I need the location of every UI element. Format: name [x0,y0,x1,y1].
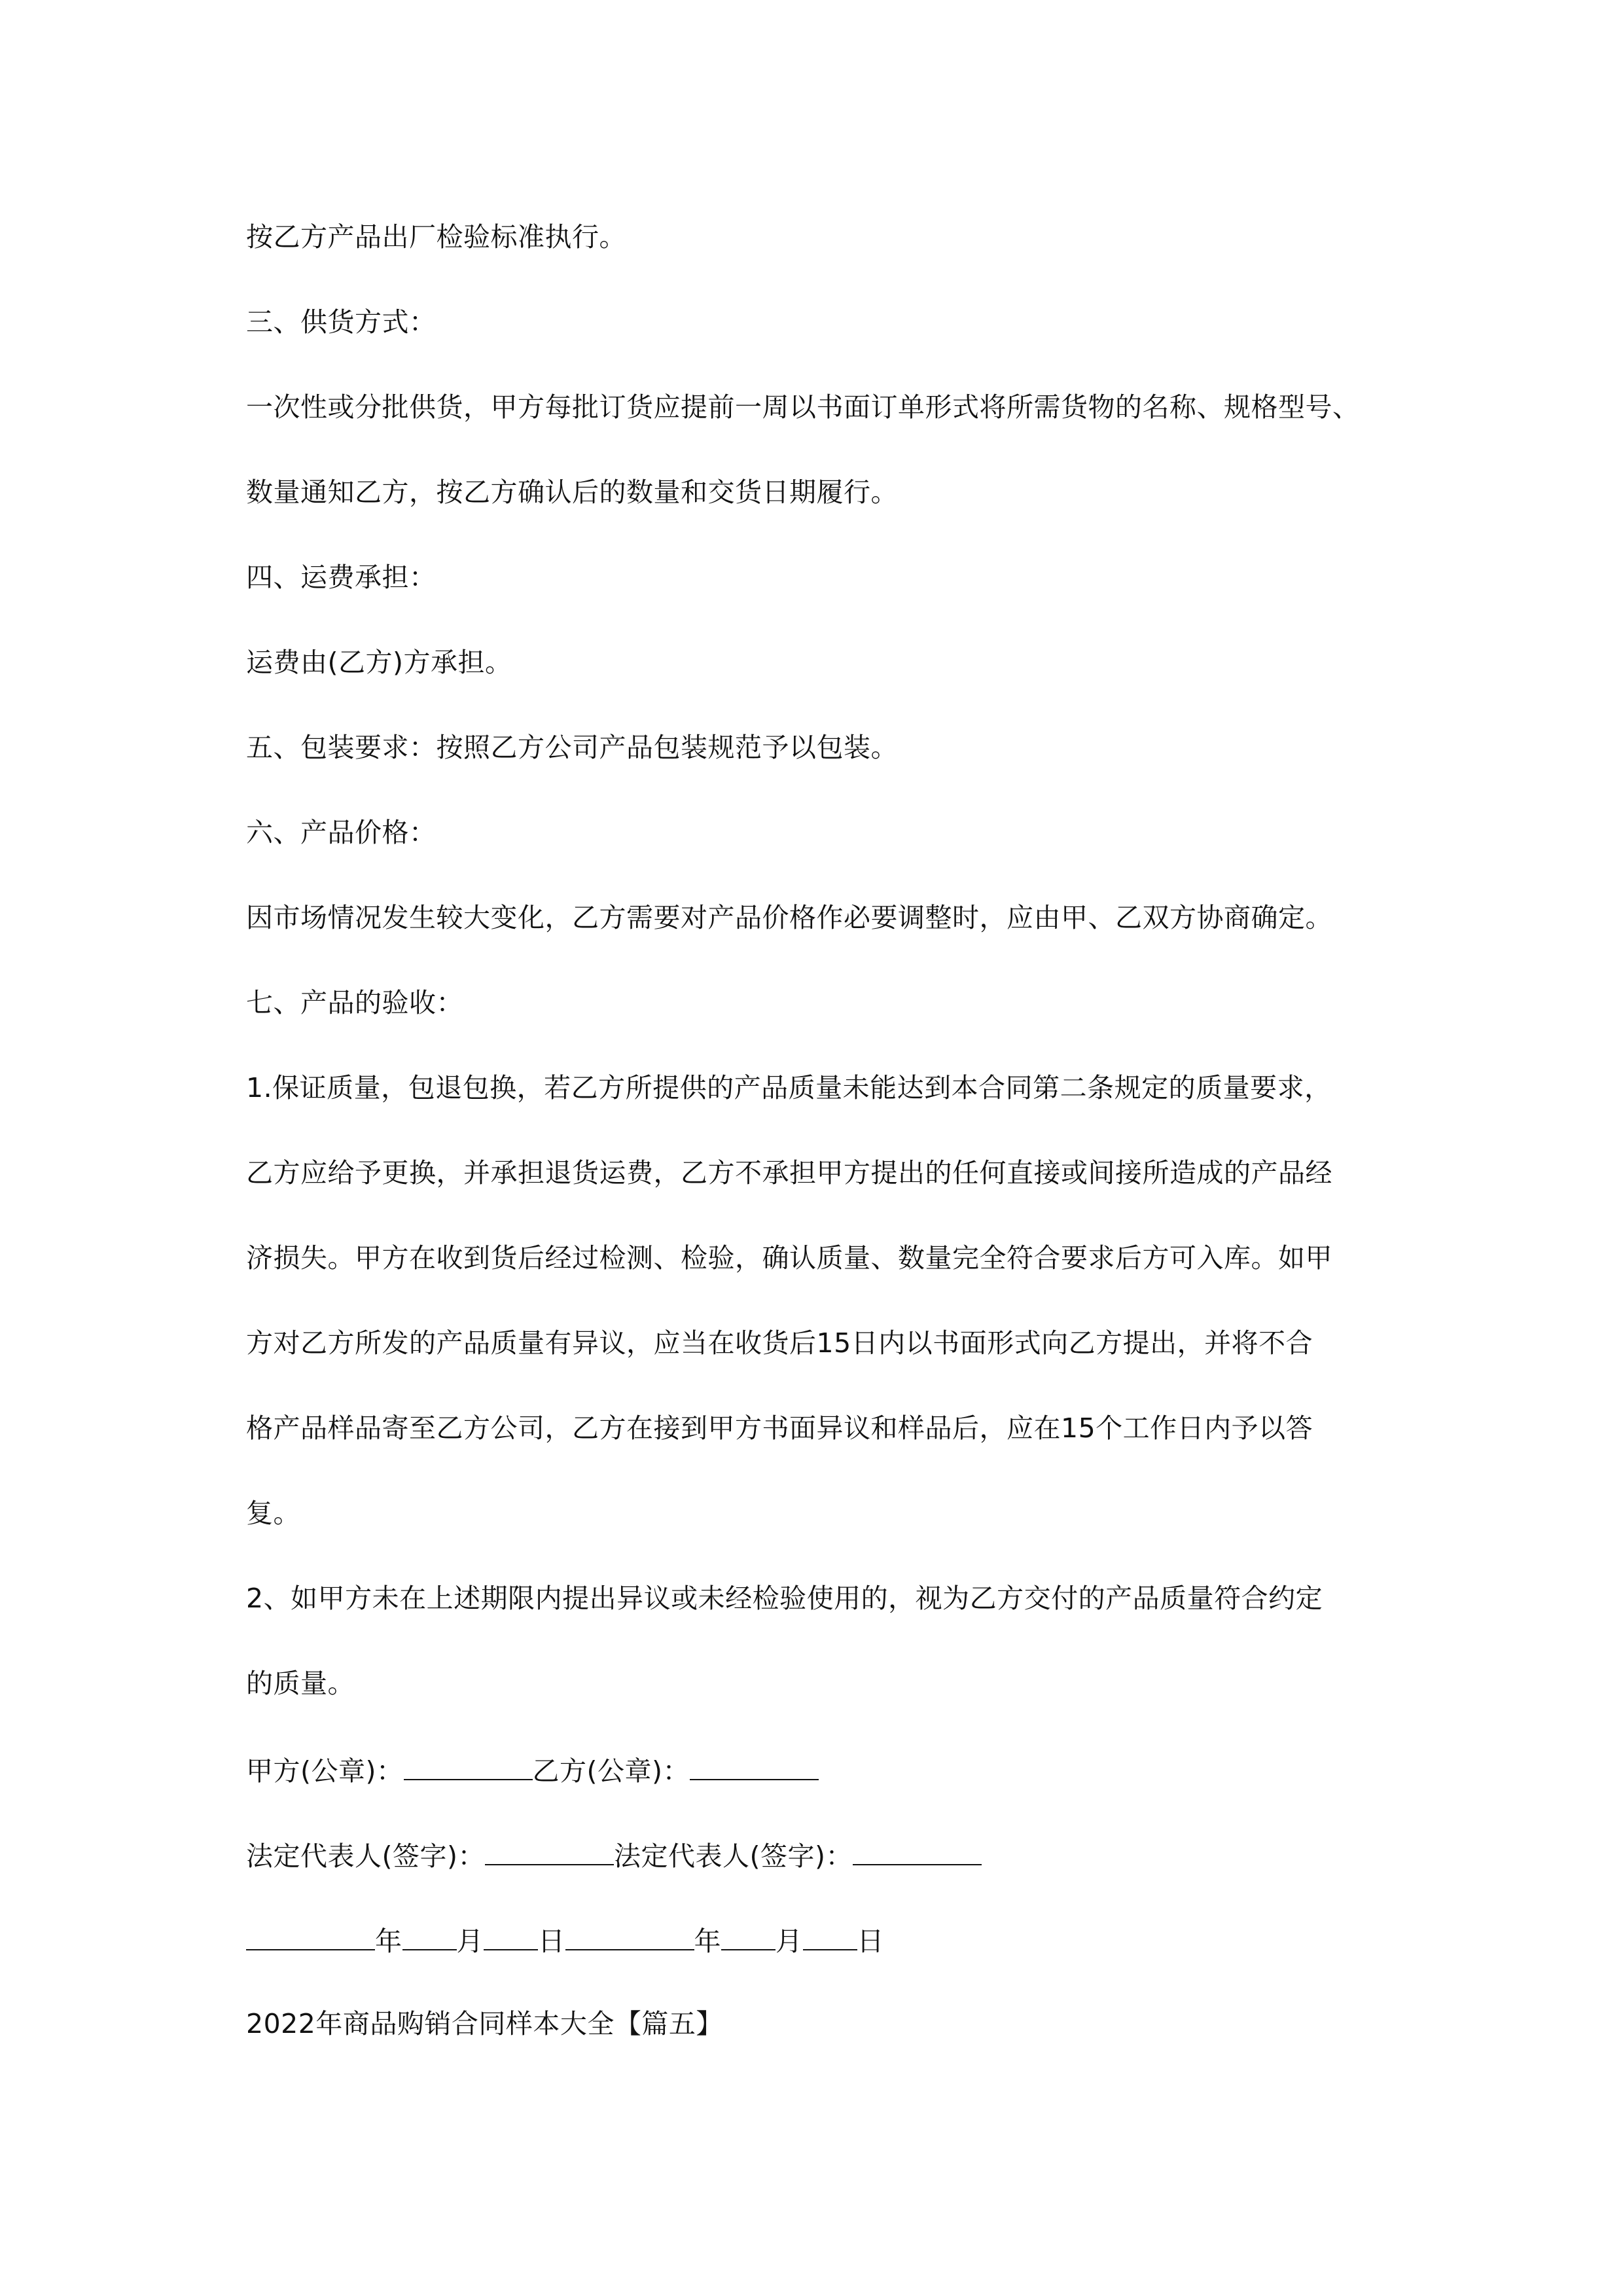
year-label: 年 [375,1926,402,1957]
party-b-year-blank[interactable] [565,1920,694,1950]
party-b-seal-blank[interactable] [690,1750,819,1780]
body-line: 运费由(乙方)方承担。 [246,647,512,678]
body-line: 一次性或分批供货，甲方每批订货应提前一周以书面订单形式将所需货物的名称、规格型号、 [246,391,1360,423]
party-b-day-blank[interactable] [803,1920,857,1950]
body-line: 数量通知乙方，按乙方确认后的数量和交货日期履行。 [246,476,898,508]
next-section-heading: 2022年商品购销合同样本大全【篇五】 [246,2008,723,2039]
party-a-day-blank[interactable] [484,1920,538,1950]
body-line: 2、如甲方未在上述期限内提出异议或未经检验使用的，视为乙方交付的产品质量符合约定 [246,1583,1323,1614]
body-line: 因市场情况发生较大变化，乙方需要对产品价格作必要调整时，应由甲、乙双方协商确定。 [246,902,1332,933]
month-label: 月 [776,1926,803,1957]
date-line [246,1920,1385,1960]
body-line: 按乙方产品出厂检验标准执行。 [246,221,626,253]
seal-signature-line [246,1750,1385,1789]
section-heading: 五、包装要求：按照乙方公司产品包装规范予以包装。 [246,732,898,763]
body-line: 1.保证质量，包退包换，若乙方所提供的产品质量未能达到本合同第二条规定的质量要求， [246,1072,1332,1103]
section-heading: 六、产品价格： [246,817,437,848]
party-a-rep-label: 法定代表人(签字)： [246,1840,485,1872]
section-heading: 四、运费承担： [246,562,437,593]
body-line: 格产品样品寄至乙方公司，乙方在接到甲方书面异议和样品后，应在15个工作日内予以答 [246,1412,1313,1444]
party-a-year-blank[interactable] [246,1920,375,1950]
day-label: 日 [857,1926,884,1957]
party-a-rep-blank[interactable] [485,1835,614,1865]
month-label: 月 [456,1926,484,1957]
body-line: 复。 [246,1498,300,1529]
day-label: 日 [538,1926,565,1957]
party-b-rep-label: 法定代表人(签字)： [614,1840,853,1872]
year-label: 年 [694,1926,721,1957]
body-line: 方对乙方所发的产品质量有异议，应当在收货后15日内以书面形式向乙方提出，并将不合 [246,1327,1313,1359]
representative-signature-line [246,1835,1385,1874]
section-heading: 七、产品的验收： [246,987,463,1018]
body-line: 的质量。 [246,1668,355,1699]
party-a-month-blank[interactable] [402,1920,457,1950]
party-b-month-blank[interactable] [721,1920,776,1950]
body-line: 济损失。甲方在收到货后经过检测、检验，确认质量、数量完全符合要求后方可入库。如甲 [246,1242,1332,1274]
party-a-seal-blank[interactable] [404,1750,533,1780]
party-b-rep-blank[interactable] [853,1835,982,1865]
party-b-seal-label: 乙方(公章)： [532,1755,690,1787]
party-a-seal-label: 甲方(公章)： [246,1755,404,1787]
section-heading: 三、供货方式： [246,306,437,338]
body-line: 乙方应给予更换，并承担退货运费，乙方不承担甲方提出的任何直接或间接所造成的产品经 [246,1157,1332,1189]
